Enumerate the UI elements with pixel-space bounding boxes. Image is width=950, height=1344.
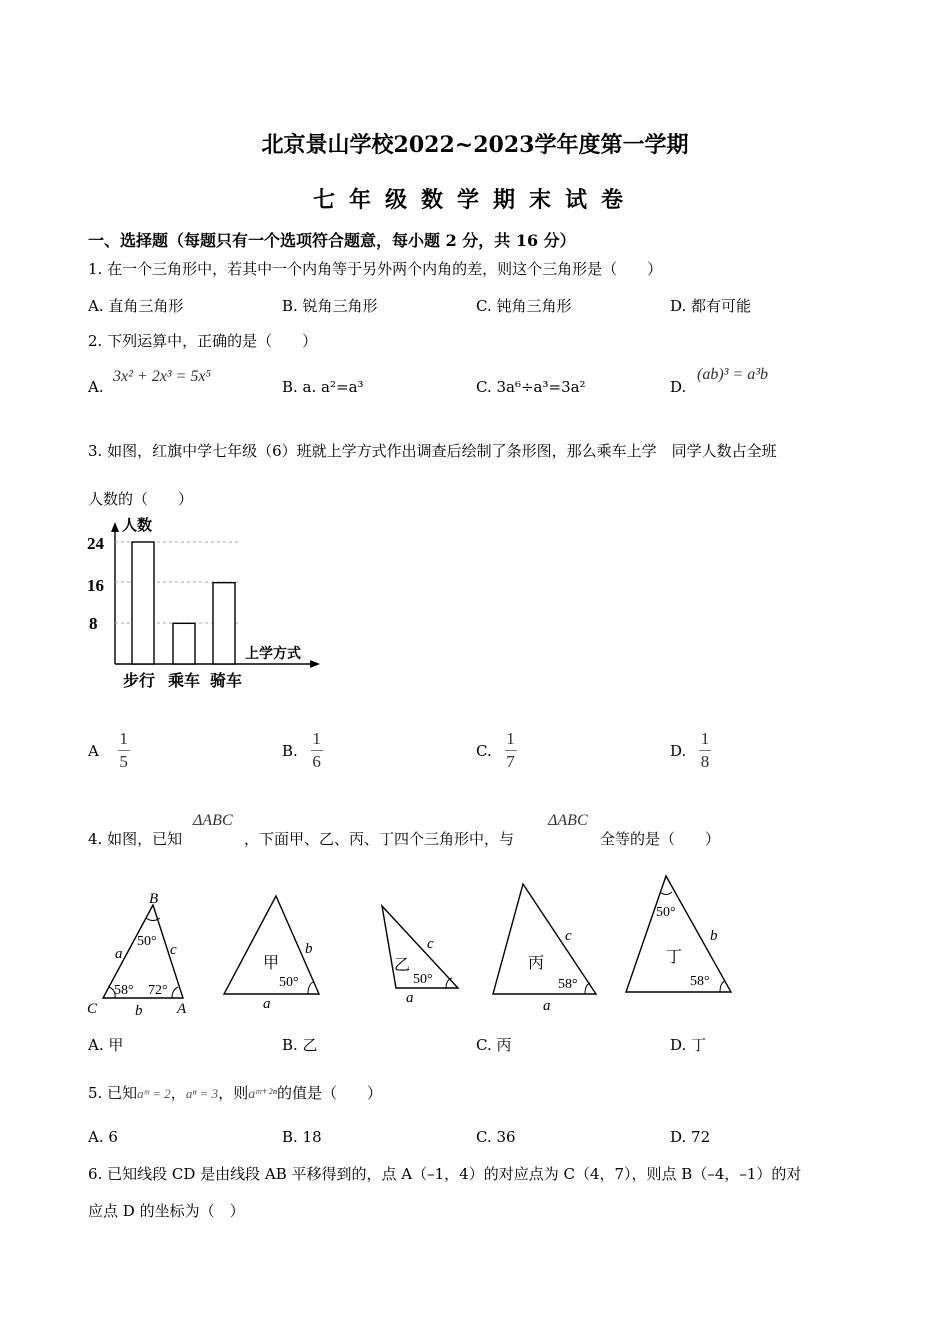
q3-option-b	[282, 730, 323, 771]
bing-angle: 58°	[558, 977, 578, 992]
yi-name: 乙	[394, 957, 411, 974]
x-tick-bus: 乘车	[168, 673, 201, 690]
q2-option-a-expr: 3x² + 2x³ = 5x⁵	[113, 368, 212, 385]
q5-stem-c: 的值是（ ）	[277, 1084, 383, 1102]
q1-stem: 1. 在一个三角形中，若其中一个内角等于另外两个内角的差，则这个三角形是（ ）	[88, 260, 663, 278]
q6-stem-line2: 应点 D 的坐标为（ ）	[88, 1202, 245, 1220]
q4-triangle-abc-1: ΔABC	[193, 812, 233, 829]
jia-side-b: b	[305, 941, 313, 957]
q3-option-b-label: B.	[282, 741, 298, 760]
jia-angle: 50°	[279, 975, 299, 990]
bing-side-c: c	[565, 928, 572, 944]
ding-side-b: b	[710, 928, 718, 944]
q5-option-d: D. 72	[670, 1128, 711, 1146]
exam-subtitle: 七年级数学期末试卷	[312, 187, 637, 213]
bar-walk	[132, 542, 154, 664]
q5-cond2: aⁿ = 3	[185, 1086, 219, 1101]
q4-triangle-abc-2: ΔABC	[548, 812, 588, 829]
x-tick-bike: 骑车	[210, 673, 243, 690]
abc-side-a: a	[115, 946, 123, 962]
jia-name: 甲	[263, 955, 280, 972]
abc-side-b: b	[135, 1003, 143, 1019]
abc-vertex-c: C	[87, 1001, 98, 1017]
abc-vertex-b: B	[149, 891, 159, 907]
q4-option-a: A. 甲	[88, 1036, 124, 1054]
q1-option-b: B. 锐角三角形	[282, 297, 378, 315]
q2-option-c: C. 3a⁶÷a³=3a²	[476, 378, 586, 396]
abc-angle-a: 72°	[148, 983, 168, 998]
q4-stem-b: ，下面甲、乙、丙、丁四个三角形中，与	[244, 830, 515, 848]
q1-option-d: D. 都有可能	[670, 297, 752, 315]
q3-option-c-label: C.	[476, 741, 492, 760]
q2-option-d-expr: (ab)³ = a³b	[697, 366, 769, 383]
bar-chart	[80, 512, 330, 697]
q3-option-d-num: 1	[700, 729, 710, 748]
q3-stem-line2: 人数的（ ）	[88, 490, 194, 508]
q2-option-d-label: D.	[670, 378, 687, 396]
q2-option-b: B. a. a²=a³	[282, 378, 364, 396]
q2-option-a-label: A.	[88, 378, 104, 396]
q3-option-a-den: 5	[119, 752, 128, 771]
triangle-bing	[493, 884, 596, 994]
abc-angle-c: 58°	[114, 983, 134, 998]
q4-stem-a: 4. 如图，已知	[88, 830, 183, 848]
bar-bus	[173, 623, 195, 664]
q5-option-c: C. 36	[476, 1128, 516, 1146]
q5-option-b: B. 18	[282, 1128, 322, 1146]
y-tick-24: 24	[87, 534, 104, 553]
bar-bike	[213, 583, 235, 664]
q5-stem-a: 5. 已知	[88, 1084, 138, 1102]
q3-stem-line1: 3. 如图，红旗中学七年级（6）班就上学方式作出调查后绘制了条形图，那么乘车上学 同学人数占全班	[88, 442, 777, 460]
yi-angle: 50°	[413, 972, 433, 987]
q6-stem-line1: 6. 已知线段 CD 是由线段 AB 平移得到的，点 A（–1，4）的对应点为 C（4，7），则点 B（–4，–1）的对	[88, 1165, 802, 1183]
q3-option-d-den: 8	[700, 752, 710, 771]
q3-option-a	[88, 730, 130, 771]
q5-line	[88, 1082, 382, 1103]
abc-side-c: c	[170, 942, 177, 958]
q2-stem: 2. 下列运算中，正确的是（ ）	[88, 332, 318, 350]
q3-option-b-den: 6	[312, 752, 321, 771]
q4-option-d: D. 丁	[670, 1036, 707, 1054]
yi-side-a: a	[406, 990, 414, 1006]
y-axis-label: 人数	[122, 518, 153, 534]
abc-vertex-a: A	[177, 1001, 187, 1017]
bing-side-a: a	[543, 998, 551, 1014]
q3-option-c	[476, 730, 517, 771]
q3-option-a-num: 1	[119, 729, 128, 748]
q4-stem-c: 全等的是（ ）	[600, 830, 721, 848]
q3-option-a-label: A	[88, 741, 99, 760]
exam-title: 北京景山学校2022~2023学年度第一学期	[261, 132, 689, 158]
q5-sep: ，	[170, 1084, 186, 1102]
q3-option-d	[670, 730, 711, 771]
q5-cond1: aᵐ = 2	[137, 1086, 171, 1101]
q3-option-c-den: 7	[506, 752, 515, 771]
q1-option-a: A. 直角三角形	[88, 297, 184, 315]
ding-angle-right: 58°	[690, 974, 710, 989]
y-tick-8: 8	[89, 614, 98, 633]
triangles-figure	[80, 870, 760, 1020]
q4-option-c: C. 丙	[476, 1036, 512, 1054]
q5-expr: aᵐ⁺²ⁿ	[248, 1087, 278, 1102]
ding-angle-top: 50°	[656, 905, 676, 920]
x-axis-label: 上学方式	[245, 647, 301, 662]
q3-option-d-label: D.	[670, 741, 687, 760]
q3-option-b-num: 1	[312, 729, 321, 748]
q5-stem-b: ，则	[218, 1084, 249, 1102]
ding-name: 丁	[666, 949, 683, 966]
q4-option-b: B. 乙	[282, 1036, 318, 1054]
yi-side-c: c	[427, 936, 434, 952]
q3-option-c-num: 1	[506, 729, 515, 748]
section-heading-choice: 一、选择题（每题只有一个选项符合题意，每小题 2 分，共 16 分）	[88, 231, 576, 250]
q5-option-a: A. 6	[88, 1128, 118, 1146]
x-tick-walk: 步行	[123, 673, 156, 690]
bing-name: 丙	[528, 955, 545, 972]
y-tick-16: 16	[87, 576, 104, 595]
q1-option-c: C. 钝角三角形	[476, 297, 572, 315]
jia-side-a: a	[263, 996, 271, 1012]
abc-angle-b: 50°	[137, 934, 157, 949]
